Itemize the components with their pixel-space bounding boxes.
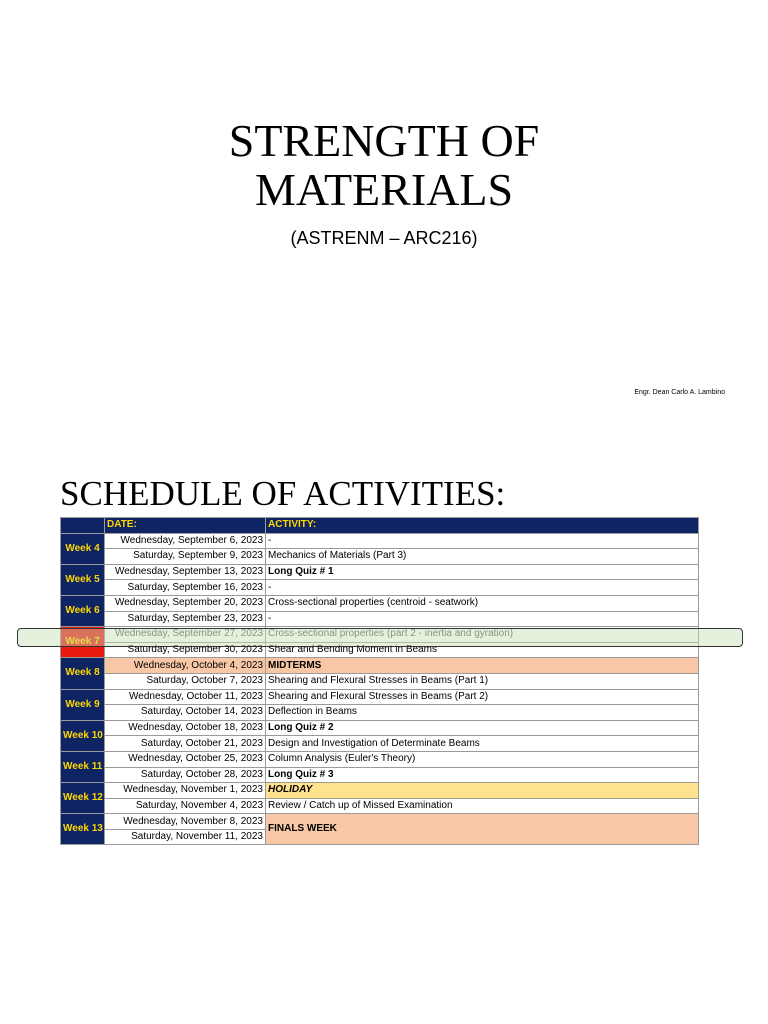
table-row-finals — [61, 814, 699, 830]
date-cell: Saturday, September 30, 2023 — [105, 642, 266, 658]
date-cell: Wednesday, October 4, 2023 — [105, 658, 266, 674]
activity-cell: Long Quiz # 3 — [266, 767, 699, 783]
date-cell: Saturday, November 4, 2023 — [105, 798, 266, 814]
activity-cell: Cross-sectional properties (part 2 - inertia and gyration) — [266, 627, 699, 643]
table-row — [61, 720, 699, 736]
activity-cell: Cross-sectional properties (centroid - seatwork) — [266, 595, 699, 611]
date-cell: Wednesday, September 27, 2023 — [105, 627, 266, 643]
date-cell: Wednesday, October 18, 2023 — [105, 720, 266, 736]
table-row — [61, 564, 699, 580]
activity-cell: - — [266, 533, 699, 549]
date-cell: Saturday, September 16, 2023 — [105, 580, 266, 596]
author-name: Engr. Dean Carlo A. Lambino — [634, 389, 725, 396]
week-label: Week 8 — [61, 658, 105, 689]
table-row-highlighted — [61, 627, 699, 643]
course-code: (ASTRENM – ARC216) — [290, 228, 478, 248]
date-cell: Saturday, November 11, 2023 — [105, 829, 266, 845]
activity-cell: Mechanics of Materials (Part 3) — [266, 549, 699, 565]
table-header-row — [61, 518, 699, 534]
activity-cell: Column Analysis (Euler's Theory) — [266, 751, 699, 767]
activity-cell: Shear and Bending Moment in Beams — [266, 642, 699, 658]
schedule-table — [60, 517, 699, 845]
activity-cell: HOLIDAY — [266, 783, 699, 799]
activity-cell: - — [266, 611, 699, 627]
table-row — [61, 689, 699, 705]
page-title — [0, 116, 768, 214]
week-label: Week 9 — [61, 689, 105, 720]
week-label: Week 10 — [61, 720, 105, 751]
date-cell: Wednesday, September 13, 2023 — [105, 564, 266, 580]
table-row — [61, 580, 699, 596]
activity-cell: FINALS WEEK — [266, 814, 699, 845]
table-row — [61, 673, 699, 689]
week-label: Week 6 — [61, 595, 105, 626]
table-row-holiday — [61, 783, 699, 799]
week-label: Week 5 — [61, 564, 105, 595]
date-cell: Saturday, October 21, 2023 — [105, 736, 266, 752]
table-row — [61, 705, 699, 721]
activity-cell: Design and Investigation of Determinate Beams — [266, 736, 699, 752]
table-row — [61, 767, 699, 783]
title-line-2: MATERIALS — [254, 164, 514, 215]
date-cell: Saturday, October 28, 2023 — [105, 767, 266, 783]
week-label: Week 13 — [61, 814, 105, 845]
header-activity: ACTIVITY: — [266, 518, 699, 534]
date-cell: Wednesday, September 20, 2023 — [105, 595, 266, 611]
week-label: Week 12 — [61, 783, 105, 814]
activity-cell: Shearing and Flexural Stresses in Beams (Part 1) — [266, 673, 699, 689]
date-cell: Wednesday, September 6, 2023 — [105, 533, 266, 549]
activity-cell: Review / Catch up of Missed Examination — [266, 798, 699, 814]
table-row — [61, 736, 699, 752]
table-row — [61, 642, 699, 658]
table-row — [61, 751, 699, 767]
activity-cell: Long Quiz # 1 — [266, 564, 699, 580]
week-label: Week 7 — [61, 627, 105, 658]
header-date: DATE: — [105, 518, 266, 534]
week-label: Week 11 — [61, 751, 105, 782]
date-cell: Saturday, October 14, 2023 — [105, 705, 266, 721]
date-cell: Wednesday, November 1, 2023 — [105, 783, 266, 799]
table-row — [61, 595, 699, 611]
activity-cell: Deflection in Beams — [266, 705, 699, 721]
week-label: Week 4 — [61, 533, 105, 564]
table-row-midterms — [61, 658, 699, 674]
title-line-1: STRENGTH OF — [228, 115, 540, 166]
schedule-heading: SCHEDULE OF ACTIVITIES: — [60, 474, 506, 513]
activity-cell: Shearing and Flexural Stresses in Beams (Part 2) — [266, 689, 699, 705]
date-cell: Wednesday, October 25, 2023 — [105, 751, 266, 767]
activity-cell: Long Quiz # 2 — [266, 720, 699, 736]
date-cell: Wednesday, October 11, 2023 — [105, 689, 266, 705]
table-row — [61, 549, 699, 565]
date-cell: Saturday, October 7, 2023 — [105, 673, 266, 689]
header-week-cell — [61, 518, 105, 534]
date-cell: Saturday, September 23, 2023 — [105, 611, 266, 627]
date-cell: Wednesday, November 8, 2023 — [105, 814, 266, 830]
activity-cell: MIDTERMS — [266, 658, 699, 674]
table-row — [61, 611, 699, 627]
activity-cell: - — [266, 580, 699, 596]
date-cell: Saturday, September 9, 2023 — [105, 549, 266, 565]
table-row — [61, 533, 699, 549]
table-row — [61, 798, 699, 814]
